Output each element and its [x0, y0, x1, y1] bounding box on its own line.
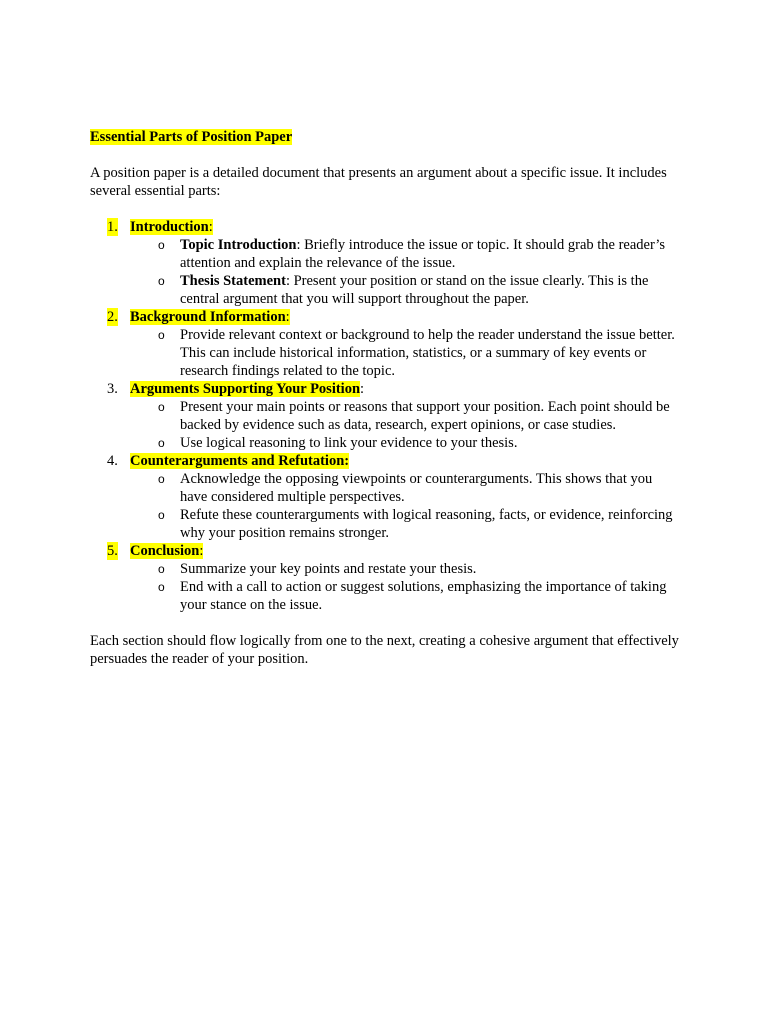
point-text: Use logical reasoning to link your evidence to your thesis. [180, 435, 518, 451]
list-item [90, 578, 680, 614]
point-text: Summarize your key points and restate your thesis. [180, 561, 477, 577]
list-item [90, 560, 680, 578]
section-number: 3. [107, 381, 118, 397]
point-text: : Present your position or stand on the issue clearly. This is the central argument that you will support throughout the paper. [180, 273, 649, 307]
point-text: Provide relevant context or background to help the reader understand the issue better. This can include historical information, statistics, or a summary of key events or research findings related to the topic. [180, 327, 675, 379]
section-background-information [90, 308, 680, 326]
point-text: Present your main points or reasons that support your position. Each point should be backed by evidence such as data, research, expert opinions, or case studies. [180, 399, 670, 433]
section-heading: Background Information [130, 309, 286, 325]
bullet-icon: o [158, 274, 165, 288]
list-item [90, 398, 680, 434]
list-item [90, 434, 680, 452]
section-number: 1. [107, 219, 118, 235]
list-item [90, 506, 680, 542]
document-page [90, 128, 680, 668]
section-introduction [90, 218, 680, 236]
point-text: Acknowledge the opposing viewpoints or counterarguments. This shows that you have considered multiple perspectives. [180, 471, 653, 505]
bullet-icon: o [158, 238, 165, 252]
section-heading: Introduction [130, 219, 209, 235]
bullet-icon: o [158, 472, 165, 486]
section-heading-colon: : [199, 543, 204, 559]
list-item [90, 236, 680, 272]
list-item [90, 326, 680, 380]
section-arguments-supporting [90, 380, 680, 398]
section-heading: Conclusion [130, 543, 200, 559]
section-number: 2. [107, 309, 118, 325]
point-text: Refute these counterarguments with logical reasoning, facts, or evidence, reinforcing why your position remains stronger. [180, 507, 673, 541]
section-heading-colon: : [208, 219, 213, 235]
bullet-icon: o [158, 580, 165, 594]
document-title [90, 128, 680, 146]
title-highlight: Essential Parts of Position Paper [90, 129, 293, 145]
point-text: End with a call to action or suggest solutions, emphasizing the importance of taking your stance on the issue. [180, 579, 667, 613]
section-conclusion [90, 542, 680, 560]
section-number: 4. [107, 453, 118, 469]
bullet-icon: o [158, 508, 165, 522]
list-item [90, 272, 680, 308]
bullet-icon: o [158, 562, 165, 576]
list-item [90, 470, 680, 506]
section-heading-colon: : [285, 309, 290, 325]
bullet-icon: o [158, 436, 165, 450]
section-number: 5. [107, 543, 118, 559]
sections-list [90, 218, 680, 614]
section-heading: Arguments Supporting Your Position [130, 381, 361, 397]
section-heading-colon: : [360, 381, 365, 397]
point-text: : Briefly introduce the issue or topic. It should grab the reader’s attention and explain the relevance of the issue. [180, 237, 666, 271]
section-counterarguments [90, 452, 680, 470]
bullet-icon: o [158, 400, 165, 414]
intro-paragraph: A position paper is a detailed document that presents an argument about a specific issue. It includes several essential parts: [90, 165, 667, 199]
point-bold-label: Topic Introduction [180, 237, 297, 253]
bullet-icon: o [158, 328, 165, 342]
section-heading: Counterarguments and Refutation: [130, 453, 350, 469]
point-bold-label: Thesis Statement [180, 273, 286, 289]
closing-paragraph: Each section should flow logically from one to the next, creating a cohesive argument that effectively persuades the reader of your position. [90, 633, 679, 667]
